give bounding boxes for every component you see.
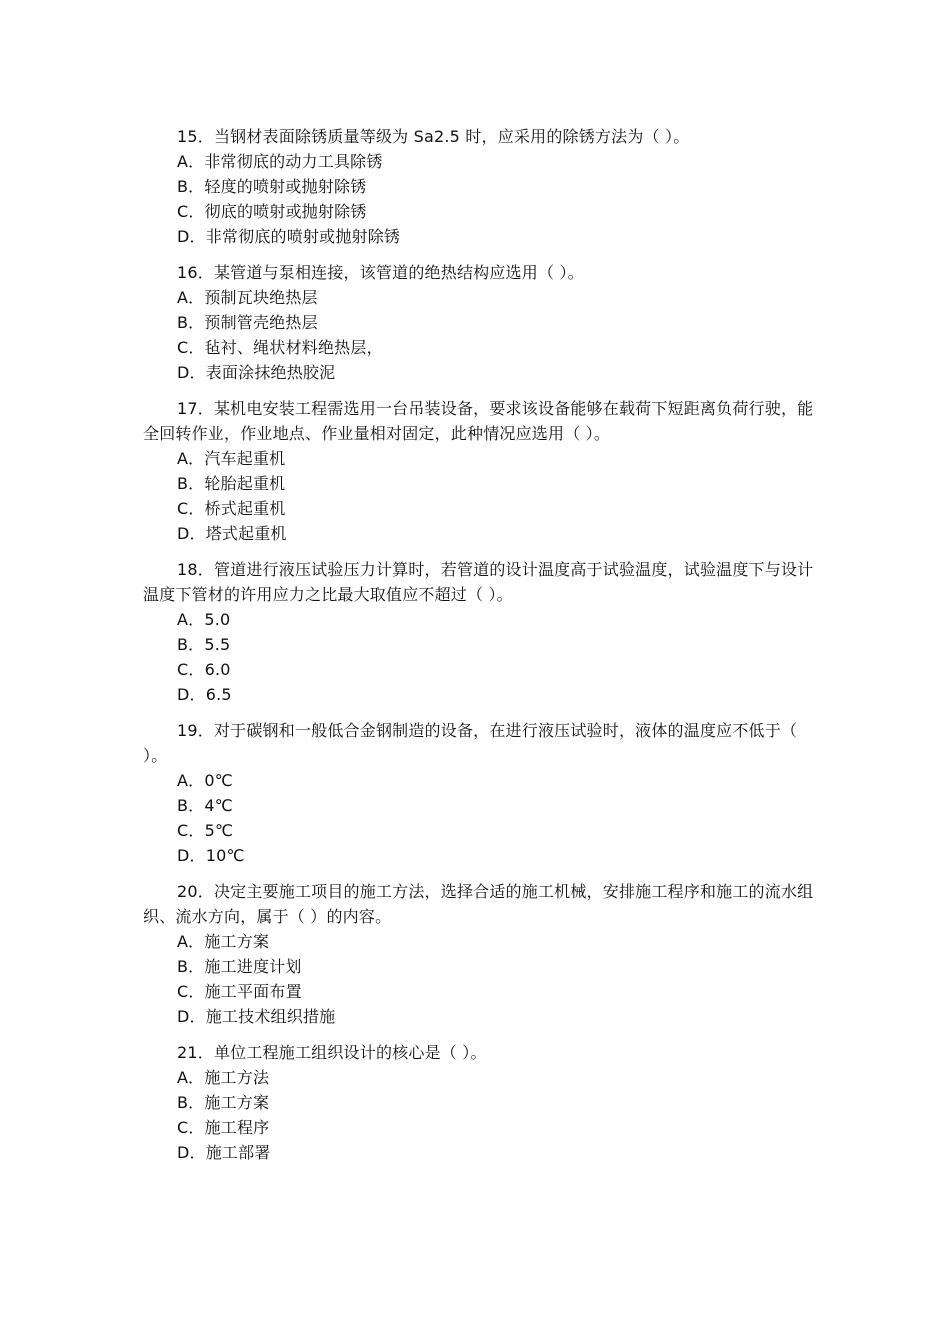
option-b: B．施工进度计划 xyxy=(177,957,302,976)
option-b: B．预制管壳绝热层 xyxy=(177,313,318,332)
question-stem: 19．对于碳钢和一般低合金钢制造的设备，在进行液压试验时，液体的温度应不低于（ ）。 xyxy=(143,721,798,765)
option-c: C．桥式起重机 xyxy=(177,499,286,518)
option-b: B．轻度的喷射或抛射除锈 xyxy=(177,177,367,196)
question-stem: 16．某管道与泵相连接，该管道的绝热结构应选用（ ）。 xyxy=(177,263,584,282)
option-b: B．4℃ xyxy=(177,796,233,815)
question-19 xyxy=(143,718,823,868)
question-stem: 15．当钢材表面除锈质量等级为 Sa2.5 时，应采用的除锈方法为（ ）。 xyxy=(177,127,690,146)
option-c: C．彻底的喷射或抛射除锈 xyxy=(177,202,367,221)
question-21 xyxy=(143,1040,823,1165)
option-c: C．施工程序 xyxy=(177,1118,270,1137)
option-b: B．施工方案 xyxy=(177,1093,270,1112)
option-d: D．塔式起重机 xyxy=(177,524,287,543)
question-stem: 17．某机电安装工程需选用一台吊装设备，要求该设备能够在载荷下短距离负荷行驶，能全回转作业，作业地点、作业量相对固定，此种情况应选用（ ）。 xyxy=(143,399,814,443)
question-stem: 20．决定主要施工项目的施工方法，选择合适的施工机械，安排施工程序和施工的流水组织、流水方向，属于（ ）的内容。 xyxy=(143,882,814,926)
option-d: D．施工部署 xyxy=(177,1143,271,1162)
option-b: B．5.5 xyxy=(177,635,231,654)
question-15 xyxy=(143,124,823,249)
option-a: A．预制瓦块绝热层 xyxy=(177,288,318,307)
option-c: C．5℃ xyxy=(177,821,234,840)
option-a: A．汽车起重机 xyxy=(177,449,286,468)
question-list xyxy=(143,124,823,1176)
option-b: B．轮胎起重机 xyxy=(177,474,286,493)
option-c: C．6.0 xyxy=(177,660,231,679)
question-stem: 18．管道进行液压试验压力计算时，若管道的设计温度高于试验温度，试验温度下与设计温度下管材的许用应力之比最大取值应不超过（ ）。 xyxy=(143,560,814,604)
option-a: A．非常彻底的动力工具除锈 xyxy=(177,152,383,171)
option-a: A．5.0 xyxy=(177,610,231,629)
option-d: D．施工技术组织措施 xyxy=(177,1007,336,1026)
question-17 xyxy=(143,396,823,546)
option-a: A．施工方案 xyxy=(177,932,270,951)
option-a: A．施工方法 xyxy=(177,1068,270,1087)
question-18 xyxy=(143,557,823,707)
option-c: C．施工平面布置 xyxy=(177,982,302,1001)
option-d: D．6.5 xyxy=(177,685,232,704)
option-d: D．10℃ xyxy=(177,846,245,865)
option-d: D．表面涂抹绝热胶泥 xyxy=(177,363,336,382)
option-d: D．非常彻底的喷射或抛射除锈 xyxy=(177,227,401,246)
question-20 xyxy=(143,879,823,1029)
option-c: C．毡衬、绳状材料绝热层， xyxy=(177,338,383,357)
question-stem: 21．单位工程施工组织设计的核心是（ ）。 xyxy=(177,1043,487,1062)
question-16 xyxy=(143,260,823,385)
option-a: A．0℃ xyxy=(177,771,233,790)
